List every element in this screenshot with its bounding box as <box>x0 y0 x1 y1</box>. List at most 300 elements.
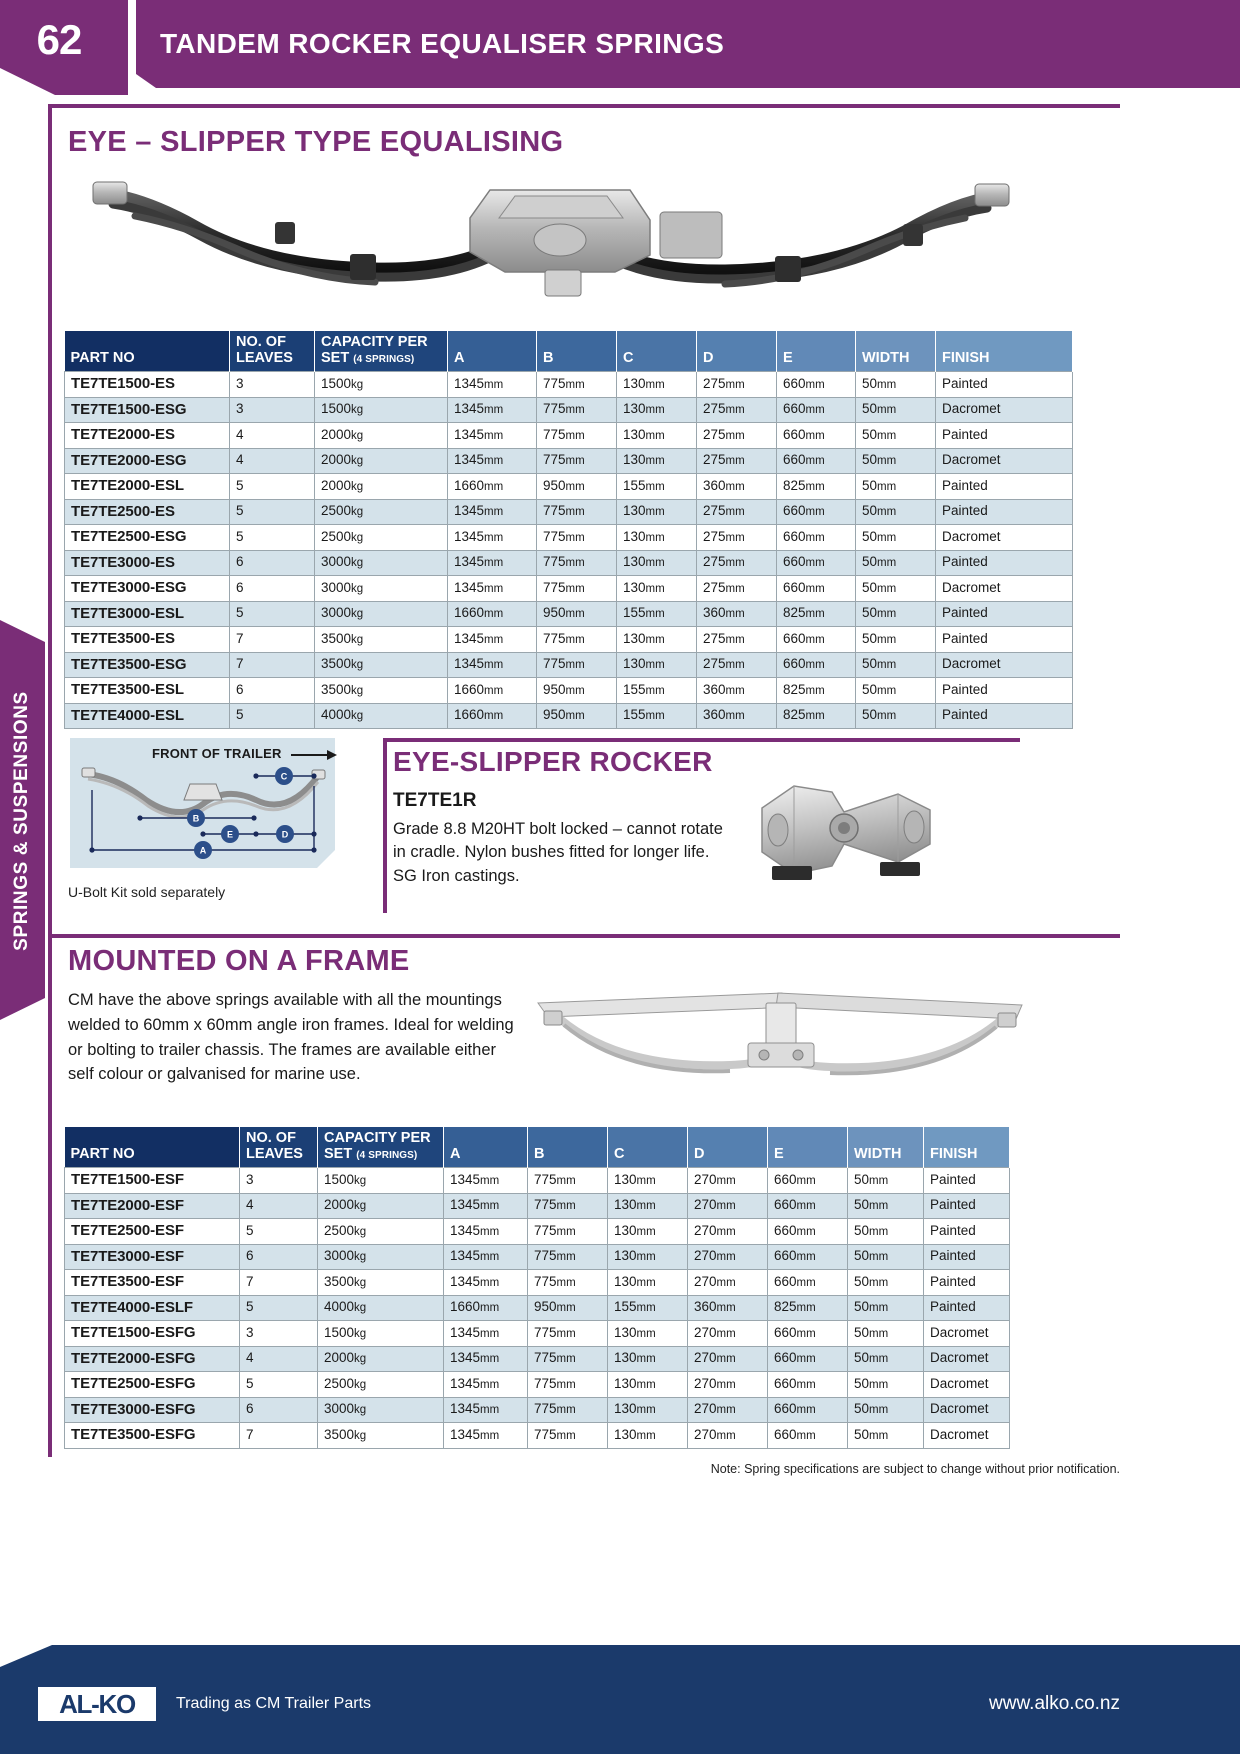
cell-value: 50mm <box>856 627 936 653</box>
cell-value: 660mm <box>768 1244 848 1270</box>
table-row <box>65 448 1073 474</box>
cell-value: 270mm <box>688 1168 768 1194</box>
cell-value: 1345mm <box>444 1168 528 1194</box>
cell-value: 50mm <box>848 1219 924 1245</box>
table-row <box>65 423 1073 449</box>
cell-value: 7 <box>230 627 315 653</box>
cell-value: 1345mm <box>448 576 537 602</box>
th-e: E <box>777 331 856 372</box>
th-capacity: CAPACITY PER SET (4 SPRINGS) <box>318 1127 444 1168</box>
th-c: C <box>608 1127 688 1168</box>
table-row <box>65 1321 1010 1347</box>
alko-logo <box>38 1687 156 1721</box>
cell-value: 3000kg <box>318 1244 444 1270</box>
cell-value: 950mm <box>537 678 617 704</box>
cell-value: 1345mm <box>444 1321 528 1347</box>
cell-value: 270mm <box>688 1270 768 1296</box>
cell-value: 130mm <box>608 1219 688 1245</box>
cell-value: 660mm <box>777 448 856 474</box>
arrow-right-icon <box>291 750 337 760</box>
cell-value: 50mm <box>848 1397 924 1423</box>
cell-value: 3500kg <box>315 627 448 653</box>
cell-value: 3 <box>230 397 315 423</box>
cell-value: 660mm <box>777 652 856 678</box>
cell-value: 2500kg <box>315 525 448 551</box>
table-row <box>65 1244 1010 1270</box>
th-e: E <box>768 1127 848 1168</box>
cell-value: 270mm <box>688 1219 768 1245</box>
cell-value: 1345mm <box>444 1270 528 1296</box>
th-capacity-sub: (4 SPRINGS) <box>353 353 415 365</box>
section1-title: EYE – SLIPPER TYPE EQUALISING <box>68 126 564 158</box>
cell-value: 1660mm <box>444 1295 528 1321</box>
cell-value: 50mm <box>856 576 936 602</box>
cell-value: 660mm <box>768 1346 848 1372</box>
cell-value: 2000kg <box>315 423 448 449</box>
cell-value: 660mm <box>768 1372 848 1398</box>
th-d: D <box>688 1127 768 1168</box>
ubolt-note: U-Bolt Kit sold separately <box>68 884 226 900</box>
th-a: A <box>444 1127 528 1168</box>
cell-value: 660mm <box>768 1168 848 1194</box>
cell-part-no: TE7TE2000-ESG <box>65 448 230 474</box>
cell-value: 5 <box>230 474 315 500</box>
section1-top-rule <box>48 104 1120 108</box>
footer-url[interactable]: www.alko.co.nz <box>989 1693 1120 1714</box>
cell-value: 270mm <box>688 1193 768 1219</box>
cell-value: 270mm <box>688 1372 768 1398</box>
cell-value: 660mm <box>768 1219 848 1245</box>
cell-value: 130mm <box>617 423 697 449</box>
cell-value: 155mm <box>617 474 697 500</box>
cell-value: 1345mm <box>448 525 537 551</box>
th-no-of-leaves: NO. OF LEAVES <box>240 1127 318 1168</box>
cell-value: Painted <box>924 1295 1010 1321</box>
cell-value: 270mm <box>688 1423 768 1449</box>
table-row <box>65 1295 1010 1321</box>
cell-value: 270mm <box>688 1244 768 1270</box>
footer-trading-text: Trading as CM Trailer Parts <box>176 1695 372 1712</box>
cell-value: 50mm <box>856 550 936 576</box>
cell-value: 775mm <box>537 499 617 525</box>
cell-value: Dacromet <box>936 397 1073 423</box>
cell-value: 1500kg <box>318 1321 444 1347</box>
cell-value: 2000kg <box>315 474 448 500</box>
cell-value: 660mm <box>768 1270 848 1296</box>
cell-value: Painted <box>936 423 1073 449</box>
table-row <box>65 525 1073 551</box>
cell-value: 660mm <box>777 423 856 449</box>
cell-part-no: TE7TE3500-ESFG <box>65 1423 240 1449</box>
cell-value: 130mm <box>608 1193 688 1219</box>
cell-value: 4 <box>230 448 315 474</box>
cell-value: 50mm <box>856 601 936 627</box>
cell-value: 775mm <box>528 1321 608 1347</box>
th-d: D <box>697 331 777 372</box>
cell-value: 155mm <box>617 601 697 627</box>
cell-value: Painted <box>936 550 1073 576</box>
table-row <box>65 372 1073 398</box>
cell-value: 50mm <box>848 1168 924 1194</box>
table-row <box>65 1168 1010 1194</box>
table-row <box>65 1346 1010 1372</box>
cell-value: 2500kg <box>318 1219 444 1245</box>
cell-value: 130mm <box>617 499 697 525</box>
left-vertical-rule <box>48 104 52 1457</box>
cell-value: 50mm <box>848 1346 924 1372</box>
table-row <box>65 1219 1010 1245</box>
cell-value: Painted <box>924 1270 1010 1296</box>
cell-value: 1500kg <box>315 397 448 423</box>
cell-value: 130mm <box>617 627 697 653</box>
cell-value: 1345mm <box>444 1346 528 1372</box>
th-finish: FINISH <box>936 331 1073 372</box>
cell-value: 7 <box>240 1270 318 1296</box>
th-finish: FINISH <box>924 1127 1010 1168</box>
alko-logo-text: AL-KO <box>59 1688 135 1719</box>
cell-value: 130mm <box>617 525 697 551</box>
cell-value: 360mm <box>697 678 777 704</box>
cell-value: 4 <box>230 423 315 449</box>
cell-value: 270mm <box>688 1346 768 1372</box>
cell-value: Painted <box>936 499 1073 525</box>
cell-value: 660mm <box>777 525 856 551</box>
cell-value: Painted <box>924 1168 1010 1194</box>
cell-value: 1660mm <box>448 703 537 729</box>
cell-value: 1345mm <box>444 1219 528 1245</box>
cell-value: Dacromet <box>936 652 1073 678</box>
rocker-left-rule <box>383 738 387 913</box>
cell-value: 775mm <box>528 1372 608 1398</box>
cell-value: Painted <box>936 474 1073 500</box>
svg-text:C: C <box>280 771 288 782</box>
cell-value: 275mm <box>697 627 777 653</box>
cell-value: 270mm <box>688 1397 768 1423</box>
frame-mounted-spring-image <box>530 985 1030 1095</box>
svg-text:A: A <box>199 845 207 856</box>
cell-value: 3000kg <box>315 550 448 576</box>
cell-part-no: TE7TE2500-ESFG <box>65 1372 240 1398</box>
svg-text:D: D <box>281 829 289 840</box>
cell-value: 2000kg <box>318 1193 444 1219</box>
cell-value: 1345mm <box>444 1244 528 1270</box>
cell-value: Painted <box>936 601 1073 627</box>
cell-value: 950mm <box>528 1295 608 1321</box>
cell-value: 3000kg <box>318 1397 444 1423</box>
th-width: WIDTH <box>848 1127 924 1168</box>
cell-value: 270mm <box>688 1321 768 1347</box>
header-title: TANDEM ROCKER EQUALISER SPRINGS <box>160 28 725 59</box>
cell-value: 660mm <box>768 1193 848 1219</box>
cell-value: 275mm <box>697 576 777 602</box>
cell-value: 50mm <box>856 474 936 500</box>
cell-value: 775mm <box>528 1219 608 1245</box>
cell-value: 50mm <box>848 1244 924 1270</box>
cell-value: 50mm <box>848 1295 924 1321</box>
cell-value: 275mm <box>697 372 777 398</box>
page-header <box>0 0 1240 95</box>
side-tab-label: SPRINGS & SUSPENSIONS <box>11 691 32 951</box>
cell-value: 775mm <box>537 448 617 474</box>
cell-value: 5 <box>230 525 315 551</box>
cell-value: 950mm <box>537 601 617 627</box>
cell-value: 825mm <box>777 703 856 729</box>
cell-value: 5 <box>230 703 315 729</box>
cell-value: 130mm <box>608 1321 688 1347</box>
cell-part-no: TE7TE3500-ES <box>65 627 230 653</box>
cell-value: 7 <box>240 1423 318 1449</box>
cell-part-no: TE7TE1500-ESFG <box>65 1321 240 1347</box>
cell-value: 3 <box>240 1321 318 1347</box>
table-row <box>65 499 1073 525</box>
cell-value: 130mm <box>617 652 697 678</box>
table-row <box>65 1423 1010 1449</box>
cell-value: 775mm <box>528 1397 608 1423</box>
cell-part-no: TE7TE2500-ES <box>65 499 230 525</box>
cell-value: 130mm <box>617 448 697 474</box>
cell-value: 275mm <box>697 550 777 576</box>
cell-value: 130mm <box>617 576 697 602</box>
section2-description: CM have the above springs available with all the mountings welded to 60mm x 60mm angle iron frames. Ideal for welding or bolting to trailer chassis. The frames are available either self colour or galvanised for marine use. <box>68 991 514 1084</box>
cell-value: 4 <box>240 1193 318 1219</box>
cell-value: 6 <box>230 550 315 576</box>
cell-value: 1345mm <box>444 1372 528 1398</box>
cell-value: 2000kg <box>318 1346 444 1372</box>
th-capacity: CAPACITY PER SET (4 SPRINGS) <box>315 331 448 372</box>
cell-value: 130mm <box>617 550 697 576</box>
cell-value: 775mm <box>528 1270 608 1296</box>
eye-slipper-spec-table <box>64 331 1073 729</box>
cell-value: 5 <box>240 1295 318 1321</box>
cell-value: 1500kg <box>315 372 448 398</box>
cell-value: 660mm <box>777 397 856 423</box>
cell-part-no: TE7TE3000-ES <box>65 550 230 576</box>
cell-value: 130mm <box>617 372 697 398</box>
cell-value: Dacromet <box>924 1321 1010 1347</box>
th-capacity-sub: (4 SPRINGS) <box>356 1149 418 1161</box>
cell-value: 50mm <box>856 372 936 398</box>
cell-value: 1345mm <box>448 550 537 576</box>
cell-value: 3500kg <box>318 1270 444 1296</box>
cell-value: 775mm <box>528 1346 608 1372</box>
cell-value: 360mm <box>697 703 777 729</box>
cell-value: 1345mm <box>448 423 537 449</box>
cell-value: Painted <box>936 678 1073 704</box>
cell-value: 5 <box>240 1372 318 1398</box>
rocker-description: Grade 8.8 M20HT bolt locked – cannot rotate in cradle. Nylon bushes fitted for longer life. SG Iron castings. <box>393 820 723 885</box>
table-row <box>65 1397 1010 1423</box>
cell-value: 130mm <box>608 1168 688 1194</box>
cell-value: Dacromet <box>924 1372 1010 1398</box>
cell-value: 50mm <box>848 1372 924 1398</box>
cell-part-no: TE7TE3000-ESG <box>65 576 230 602</box>
cell-value: Painted <box>924 1193 1010 1219</box>
cell-value: Painted <box>924 1219 1010 1245</box>
table-row <box>65 703 1073 729</box>
rocker-part-no: TE7TE1R <box>393 790 477 811</box>
cell-part-no: TE7TE4000-ESL <box>65 703 230 729</box>
cell-value: 660mm <box>768 1423 848 1449</box>
cell-value: 50mm <box>856 423 936 449</box>
cell-value: 275mm <box>697 448 777 474</box>
cell-value: Dacromet <box>924 1346 1010 1372</box>
rocker-casting-image <box>748 770 943 905</box>
frame-mounted-spec-table <box>64 1127 1010 1449</box>
cell-part-no: TE7TE3500-ESG <box>65 652 230 678</box>
cell-value: 50mm <box>856 448 936 474</box>
cell-value: 775mm <box>537 576 617 602</box>
cell-part-no: TE7TE4000-ESLF <box>65 1295 240 1321</box>
cell-value: 1345mm <box>444 1193 528 1219</box>
cell-value: 660mm <box>777 576 856 602</box>
cell-value: 360mm <box>697 474 777 500</box>
cell-value: 775mm <box>537 652 617 678</box>
cell-value: 2500kg <box>315 499 448 525</box>
cell-value: 775mm <box>528 1244 608 1270</box>
cell-value: 130mm <box>608 1244 688 1270</box>
table-row <box>65 678 1073 704</box>
th-b: B <box>528 1127 608 1168</box>
cell-value: Dacromet <box>924 1397 1010 1423</box>
page-number: 62 <box>36 16 82 63</box>
cell-value: 1660mm <box>448 678 537 704</box>
cell-part-no: TE7TE1500-ESG <box>65 397 230 423</box>
cell-value: 3000kg <box>315 601 448 627</box>
cell-part-no: TE7TE3000-ESL <box>65 601 230 627</box>
th-part-no: PART NO <box>65 331 230 372</box>
cell-value: 360mm <box>688 1295 768 1321</box>
cell-value: 3 <box>240 1168 318 1194</box>
table-row <box>65 576 1073 602</box>
cell-value: 6 <box>240 1397 318 1423</box>
th-a: A <box>448 331 537 372</box>
cell-value: 275mm <box>697 499 777 525</box>
cell-part-no: TE7TE2000-ES <box>65 423 230 449</box>
cell-value: 3 <box>230 372 315 398</box>
cell-value: 2000kg <box>315 448 448 474</box>
cell-part-no: TE7TE2000-ESFG <box>65 1346 240 1372</box>
cell-value: 275mm <box>697 397 777 423</box>
cell-value: 825mm <box>777 474 856 500</box>
cell-value: 2500kg <box>318 1372 444 1398</box>
cell-value: 5 <box>240 1219 318 1245</box>
cell-value: 50mm <box>848 1321 924 1347</box>
cell-value: Painted <box>936 627 1073 653</box>
table-row <box>65 397 1073 423</box>
cell-value: 130mm <box>608 1372 688 1398</box>
cell-value: 660mm <box>777 372 856 398</box>
cell-value: Dacromet <box>936 525 1073 551</box>
svg-text:B: B <box>192 813 200 824</box>
cell-value: 660mm <box>777 627 856 653</box>
cell-value: 1345mm <box>448 652 537 678</box>
th-b: B <box>537 331 617 372</box>
cell-value: 1345mm <box>448 499 537 525</box>
cell-value: 775mm <box>537 423 617 449</box>
cell-value: Dacromet <box>924 1423 1010 1449</box>
cell-value: 6 <box>230 576 315 602</box>
cell-value: 130mm <box>608 1423 688 1449</box>
cell-value: 660mm <box>777 499 856 525</box>
table-row <box>65 474 1073 500</box>
cell-value: 1345mm <box>444 1397 528 1423</box>
cell-value: 50mm <box>848 1193 924 1219</box>
cell-part-no: TE7TE2500-ESG <box>65 525 230 551</box>
cell-value: 50mm <box>856 525 936 551</box>
cell-value: 4000kg <box>315 703 448 729</box>
cell-part-no: TE7TE3000-ESF <box>65 1244 240 1270</box>
table1-body <box>65 372 1073 729</box>
th-no-of-leaves: NO. OF LEAVES <box>230 331 315 372</box>
cell-value: 275mm <box>697 423 777 449</box>
cell-value: 4 <box>240 1346 318 1372</box>
cell-value: 660mm <box>777 550 856 576</box>
cell-value: 775mm <box>537 397 617 423</box>
cell-value: Painted <box>936 372 1073 398</box>
cell-value: 6 <box>240 1244 318 1270</box>
table-row <box>65 1193 1010 1219</box>
cell-value: 1660mm <box>448 601 537 627</box>
cell-part-no: TE7TE2000-ESF <box>65 1193 240 1219</box>
cell-value: 1345mm <box>448 448 537 474</box>
cell-value: 50mm <box>856 678 936 704</box>
cell-value: 775mm <box>537 550 617 576</box>
cell-value: 3500kg <box>318 1423 444 1449</box>
cell-value: 1345mm <box>448 627 537 653</box>
cell-value: 130mm <box>608 1397 688 1423</box>
cell-value: 775mm <box>528 1423 608 1449</box>
cell-value: 1500kg <box>318 1168 444 1194</box>
th-part-no: PART NO <box>65 1127 240 1168</box>
table-row <box>65 550 1073 576</box>
table-row <box>65 1372 1010 1398</box>
cell-value: Dacromet <box>936 576 1073 602</box>
cell-value: Painted <box>924 1244 1010 1270</box>
cell-value: 275mm <box>697 525 777 551</box>
cell-value: 5 <box>230 601 315 627</box>
cell-value: 275mm <box>697 652 777 678</box>
cell-value: 825mm <box>768 1295 848 1321</box>
cell-part-no: TE7TE1500-ESF <box>65 1168 240 1194</box>
spring-assembly-image <box>75 160 1025 315</box>
cell-value: 1345mm <box>448 372 537 398</box>
cell-value: 130mm <box>608 1270 688 1296</box>
table-row <box>65 601 1073 627</box>
cell-value: 775mm <box>537 525 617 551</box>
cell-value: 155mm <box>617 703 697 729</box>
page-footer <box>0 1645 1240 1754</box>
th-c: C <box>617 331 697 372</box>
cell-value: 775mm <box>537 372 617 398</box>
cell-value: 1345mm <box>444 1423 528 1449</box>
cell-value: 50mm <box>848 1270 924 1296</box>
cell-value: Dacromet <box>936 448 1073 474</box>
cell-value: 6 <box>230 678 315 704</box>
th-width: WIDTH <box>856 331 936 372</box>
cell-value: 3000kg <box>315 576 448 602</box>
cell-value: 50mm <box>848 1423 924 1449</box>
table-header-row <box>65 1127 1010 1168</box>
cell-value: 50mm <box>856 703 936 729</box>
cell-value: 950mm <box>537 703 617 729</box>
cell-value: 50mm <box>856 652 936 678</box>
cell-value: 7 <box>230 652 315 678</box>
cell-value: 130mm <box>608 1346 688 1372</box>
cell-value: 950mm <box>537 474 617 500</box>
cell-part-no: TE7TE3500-ESL <box>65 678 230 704</box>
cell-value: 775mm <box>537 627 617 653</box>
cell-part-no: TE7TE2000-ESL <box>65 474 230 500</box>
